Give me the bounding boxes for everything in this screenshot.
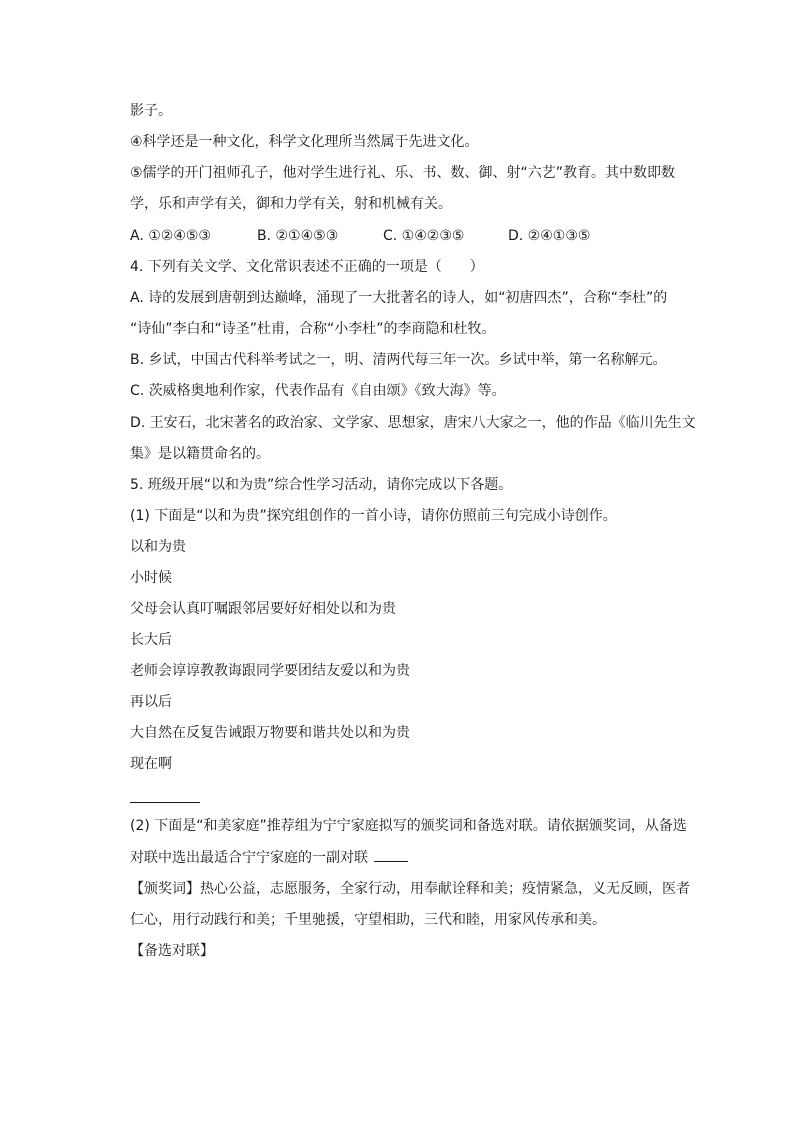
- q4-option-d-line2: 集》是以籍贯命名的。: [130, 446, 270, 462]
- award-speech-line2: 仁心，用行动践行和美；千里驰援，守望相助，三代和睦，用家风传承和美。: [130, 912, 606, 928]
- q4-option-b: B. 乡试，中国古代科举考试之一，明、清两代每三年一次。乡试中举，第一名称解元。: [130, 352, 667, 368]
- poem-line: 父母会认真叮嘱跟邻居要好好相处以和为贵: [130, 601, 396, 617]
- option-b: B. ②①④⑤③: [257, 228, 339, 244]
- q5-part2-prompt-text: 对联中选出最适合宁宁家庭的一副对联: [130, 850, 368, 866]
- q4-option-d-line1: D. 王安石，北宋著名的政治家、文学家、思想家，唐宋八大家之一，他的作品《临川先生文: [130, 415, 696, 431]
- poem-line: 小时候: [130, 570, 172, 586]
- question-4: 4. 下列有关文学、文化常识表述不正确的一项是（ ）: [130, 259, 484, 275]
- poem-line: 现在啊: [130, 756, 172, 772]
- couplet-label: 【备选对联】: [130, 943, 214, 959]
- paragraph-line: ④科学还是一种文化，科学文化理所当然属于先进文化。: [130, 134, 479, 150]
- q5-part1-prompt: (1) 下面是“以和为贵”探究组创作的一首小诗，请你仿照前三句完成小诗创作。: [130, 508, 617, 524]
- question-5: 5. 班级开展“以和为贵”综合性学习活动，请你完成以下各题。: [130, 477, 513, 493]
- poem-line: 再以后: [130, 694, 172, 710]
- paragraph-line: 影子。: [130, 103, 172, 119]
- poem-line: 长大后: [130, 632, 172, 648]
- answer-blank-line[interactable]: [130, 802, 200, 803]
- q4-option-a-line2: “诗仙”李白和“诗圣”杜甫，合称“小李杜”的李商隐和杜牧。: [130, 321, 496, 337]
- paragraph-line: 学，乐和声学有关，御和力学有关，射和机械有关。: [130, 196, 452, 212]
- q4-option-c: C. 茨威格奥地利作家，代表作品有《自由颂》《致大海》等。: [130, 383, 506, 399]
- award-speech-line1: 【颁奖词】热心公益，志愿服务，全家行动，用奉献诠释和美；疫情紧急，义无反顾，医者: [130, 881, 690, 897]
- paragraph-line: ⑤儒学的开门祖师孔子，他对学生进行礼、乐、书、数、御、射“六艺”教育。其中数即数: [130, 165, 676, 181]
- poem-line: 老师会谆谆教教诲跟同学要团结友爱以和为贵: [130, 663, 410, 679]
- q5-part2-prompt-line2: [130, 847, 408, 868]
- answer-blank-inline[interactable]: [374, 847, 408, 862]
- option-c: C. ①④②③⑤: [383, 228, 465, 244]
- option-d: D. ②④①③⑤: [508, 228, 591, 244]
- q5-part2-prompt-line1: (2) 下面是“和美家庭”推荐组为宁宁家庭拟写的颁奖词和备选对联。请依据颁奖词，从备选: [130, 818, 687, 834]
- poem-line: 大自然在反复告诫跟万物要和谐共处以和为贵: [130, 725, 410, 741]
- option-a: A. ①②④⑤③: [130, 228, 211, 244]
- poem-line: 以和为贵: [130, 539, 186, 555]
- q4-option-a-line1: A. 诗的发展到唐朝到达巅峰，涌现了一大批著名的诗人，如“初唐四杰”，合称“李杜”的: [130, 290, 668, 306]
